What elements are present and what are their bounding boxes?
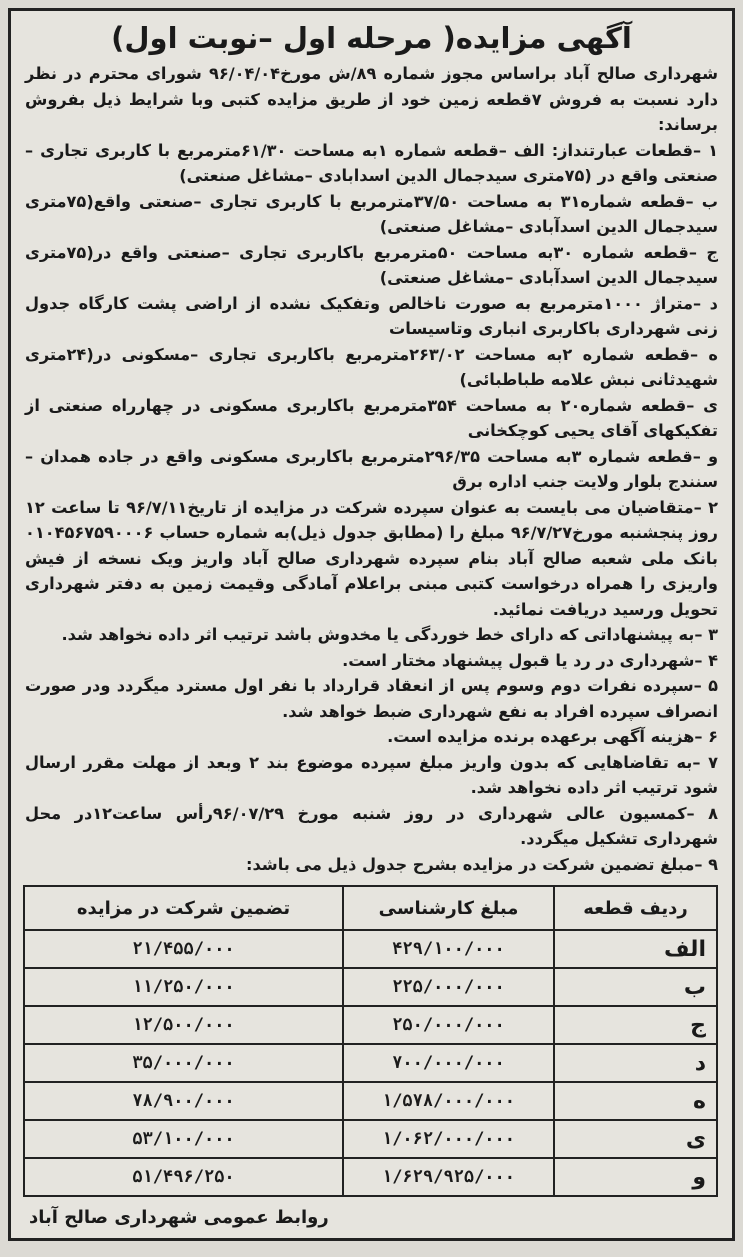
cell-appraisal: ۲۵۰/۰۰۰/۰۰۰ (343, 1006, 554, 1044)
cell-appraisal: ۱/۰۶۲/۰۰۰/۰۰۰ (343, 1120, 554, 1158)
item-6: ۶ –هزینه آگهی برعهده برنده مزایده است. (387, 727, 718, 746)
notice-items (25, 138, 718, 878)
cell-guarantee: ۲۱/۴۵۵/۰۰۰ (24, 930, 343, 968)
cell-lot: ج (554, 1006, 717, 1044)
guarantee-table (23, 885, 718, 1197)
item-lot-jim: ج –قطعه شماره ۳۰به مساحت ۵۰مترمربع باکاربری تجاری –صنعتی واقع در(۷۵متری سیدجمال الدین اسدآبادی –مشاغل صنعتی) (25, 242, 718, 287)
table-row (24, 1082, 717, 1120)
notice-title: آگهی مزایده( مرحله اول –نوبت اول) (111, 21, 632, 55)
cell-guarantee: ۱۲/۵۰۰/۰۰۰ (24, 1006, 343, 1044)
cell-appraisal: ۷۰۰/۰۰۰/۰۰۰ (343, 1044, 554, 1082)
notice-intro: شهرداری صالح آباد براساس مجوز شماره ۸۹/ش مورخ۹۶/۰۴/۰۴ شورای محترم در نظر دارد نسبت به فروش ۷قطعه زمین خود از طریق مزایده کتبی وبا شرایط ذیل بفروش برساند: (25, 64, 719, 134)
table-row (24, 1044, 717, 1082)
cell-lot: ه (554, 1082, 717, 1120)
cell-lot: د (554, 1044, 717, 1082)
header-appraisal: مبلغ کارشناسی (343, 886, 554, 930)
auction-notice (8, 8, 735, 1241)
item-lot-dal: د –متراژ ۱۰۰۰مترمربع به صورت ناخالص وتفکیک نشده از اراضی پشت کارگاه جدول زنی شهرداری باکاربری انباری وتاسیسات (25, 293, 718, 338)
header-guarantee: تضمین شرکت در مزایده (24, 886, 343, 930)
notice-footer-signature: روابط عمومی شهرداری صالح آباد (29, 1207, 329, 1228)
cell-lot: و (554, 1158, 717, 1196)
cell-lot: ب (554, 968, 717, 1006)
item-8: ۸ –کمسیون عالی شهرداری در روز شنبه مورخ ۹۶/۰۷/۲۹رأس ساعت۱۲در محل شهرداری تشکیل میگردد. (25, 803, 718, 848)
item-lot-be: ب –قطعه شماره۳۱ به مساحت ۳۷/۵۰مترمربع با کاربری تجاری –صنعتی واقع(۷۵متری سیدجمال الدین اسدآبادی –مشاغل صنعتی) (25, 191, 718, 236)
cell-appraisal: ۱/۶۲۹/۹۲۵/۰۰۰ (343, 1158, 554, 1196)
item-lot-he: ه –قطعه شماره ۲به مساحت ۲۶۳/۰۲مترمربع باکاربری تجاری –مسکونی در(۲۴متری شهیدثانی نبش علامه طباطبائی) (25, 344, 718, 389)
table-header-row (24, 886, 717, 930)
item-lot-ye: ی –قطعه شماره۲۰ به مساحت ۳۵۴مترمربع باکاربری مسکونی در چهارراه صنعتی از تفکیکهای آقای یحیی کوچکخانی (25, 395, 718, 440)
cell-appraisal: ۱/۵۷۸/۰۰۰/۰۰۰ (343, 1082, 554, 1120)
cell-appraisal: ۲۲۵/۰۰۰/۰۰۰ (343, 968, 554, 1006)
item-9: ۹ –مبلغ تضمین شرکت در مزایده بشرح جدول ذیل می باشد: (245, 854, 718, 874)
table-row (24, 1120, 717, 1158)
cell-guarantee: ۵۳/۱۰۰/۰۰۰ (24, 1120, 343, 1158)
table-row (24, 1158, 717, 1196)
item-1-lots-alef: ۱ –قطعات عبارتنداز: الف –قطعه شماره ۱به مساحت ۶۱/۳۰مترمربع با کاربری تجاری –صنعتی واقع در (۷۵متری سیدجمال الدین اسدابادی –مشاغل صنعتی) (25, 140, 718, 185)
cell-guarantee: ۱۱/۲۵۰/۰۰۰ (24, 968, 343, 1006)
item-3: ۳ –به پیشنهاداتی که دارای خط خوردگی یا مخدوش باشد ترتیب اثر داده نخواهد شد. (61, 625, 718, 644)
item-5: ۵ –سپرده نفرات دوم وسوم پس از انعقاد قرارداد با نفر اول مسترد میگردد ودر صورت انصراف سپرده افراد به نفع شهرداری ضبط خواهد شد. (25, 676, 718, 721)
table-row (24, 1006, 717, 1044)
item-4: ۴ –شهرداری در رد یا قبول پیشنهاد مختار است. (342, 650, 718, 670)
cell-lot: الف (554, 930, 717, 968)
cell-lot: ی (554, 1120, 717, 1158)
table-row (24, 930, 717, 968)
item-7: ۷ –به تقاضاهایی که بدون واریز مبلغ سپرده موضوع بند ۲ وبعد از مهلت مقرر ارسال شود ترتیب اثر داده نخواهد شد. (25, 752, 718, 797)
cell-guarantee: ۵۱/۴۹۶/۲۵۰ (24, 1158, 343, 1196)
item-2-deposit: ۲ –متقاضیان می بایست به عنوان سپرده شرکت در مزایده از تاریخ۹۶/۷/۱۱ تا ساعت ۱۲ روز پنجشنبه مورخ۹۶/۷/۲۷ مبلغ را (مطابق جدول ذیل)به شماره حساب ۰۱۰۴۵۶۷۵۹۰۰۰۶ بانک ملی شعبه صالح آباد بنام سپرده شهرداری صالح آباد واریز ویک نسخه از فیش واریزی را همراه درخواست کتبی مبنی براعلام آمادگی وقیمت زمین به دفتر شهرداری تحویل ورسید دریافت نمائید. (25, 497, 718, 619)
cell-guarantee: ۳۵/۰۰۰/۰۰۰ (24, 1044, 343, 1082)
cell-appraisal: ۴۲۹/۱۰۰/۰۰۰ (343, 930, 554, 968)
header-lot: ردیف قطعه (554, 886, 717, 930)
table-row (24, 968, 717, 1006)
item-lot-vav: و –قطعه شماره ۳به مساحت ۲۹۶/۳۵مترمربع باکاربری مسکونی واقع در جاده همدان –سنندج بلوار ولایت جنب اداره برق (25, 446, 719, 491)
cell-guarantee: ۷۸/۹۰۰/۰۰۰ (24, 1082, 343, 1120)
